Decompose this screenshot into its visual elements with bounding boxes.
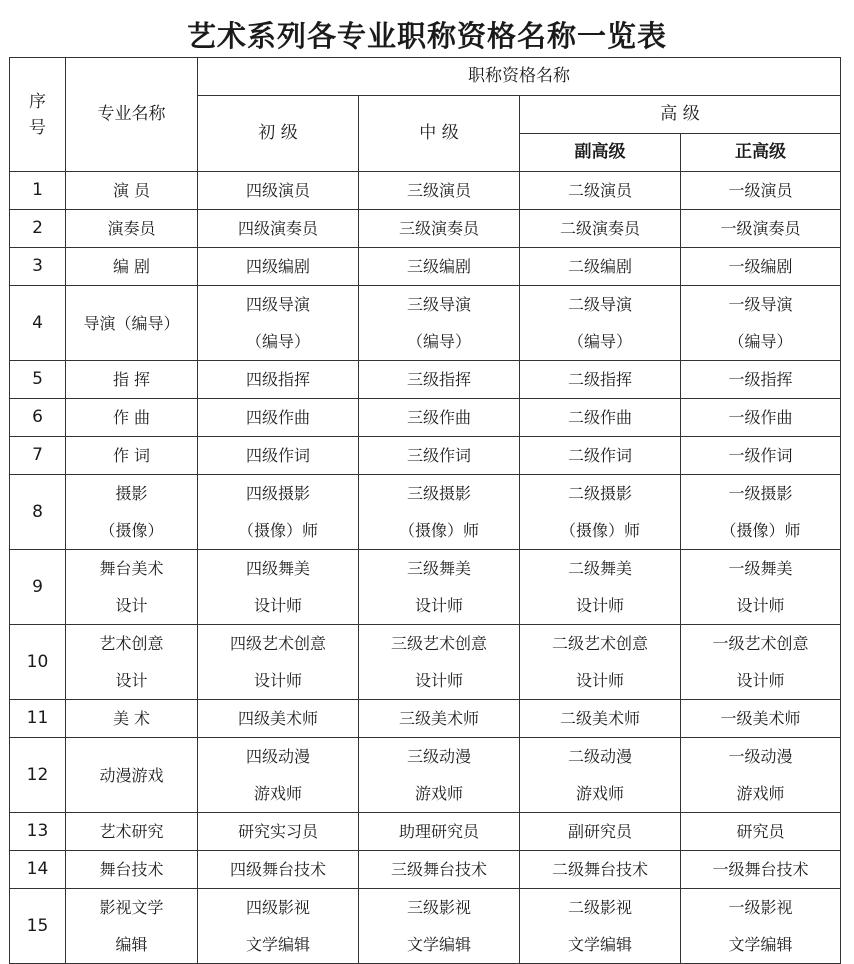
cell-line: 设计师	[736, 671, 785, 690]
cell-deputy	[520, 550, 681, 625]
cell-line: 一级动漫	[728, 747, 793, 766]
cell-line: （编导）	[567, 332, 632, 351]
cell-line: （摄像）师	[398, 521, 479, 540]
header-qualification: 职称资格名称	[198, 58, 841, 96]
cell-line: 三级美术师	[398, 709, 479, 728]
cell-line: 研究员	[736, 822, 785, 841]
cell-line: 三级舞美	[406, 559, 471, 578]
header-intermediate: 中 级	[359, 96, 520, 172]
cell-deputy	[520, 437, 681, 475]
cell-full	[681, 210, 841, 248]
cell-line: 四级演员	[245, 181, 310, 200]
cell-full	[681, 248, 841, 286]
cell-deputy	[520, 172, 681, 210]
cell-mid	[359, 361, 520, 399]
cell-major	[66, 475, 198, 550]
cell-line: 导演（编导）	[83, 313, 180, 333]
cell-line: 演 员	[112, 181, 151, 200]
cell-line: 一级舞台技术	[712, 860, 809, 879]
cell-line: 三级导演	[406, 295, 471, 314]
cell-major	[66, 550, 198, 625]
cell-line: 二级导演	[567, 295, 632, 314]
cell-mid	[359, 399, 520, 437]
cell-line: 文学编辑	[406, 935, 471, 954]
table-row	[10, 475, 841, 550]
cell-deputy	[520, 248, 681, 286]
cell-line: 三级指挥	[406, 370, 471, 389]
cell-line: 设计师	[575, 596, 624, 615]
header-seq-line: 序	[29, 91, 46, 112]
cell-line: （摄像）师	[237, 521, 318, 540]
cell-deputy	[520, 700, 681, 738]
cell-deputy	[520, 475, 681, 550]
cell-number: 2	[10, 210, 66, 248]
cell-number: 12	[10, 738, 66, 813]
cell-deputy	[520, 399, 681, 437]
cell-line: 艺术创意	[99, 634, 164, 653]
cell-full	[681, 286, 841, 361]
cell-line: 设计	[115, 596, 148, 615]
cell-major	[66, 210, 198, 248]
cell-line: 一级导演	[728, 295, 793, 314]
cell-major	[66, 172, 198, 210]
cell-line: 二级舞美	[567, 559, 632, 578]
cell-junior	[198, 813, 359, 851]
cell-line: 二级指挥	[567, 370, 632, 389]
cell-mid	[359, 437, 520, 475]
cell-line: 设计师	[414, 671, 463, 690]
cell-full	[681, 437, 841, 475]
table-row	[10, 813, 841, 851]
cell-line: 作 词	[112, 446, 151, 465]
cell-line: 研究实习员	[237, 822, 318, 841]
cell-line: 文学编辑	[728, 935, 793, 954]
cell-line: 游戏师	[414, 784, 463, 803]
cell-line: 一级作曲	[728, 408, 793, 427]
table-row	[10, 550, 841, 625]
cell-major	[66, 437, 198, 475]
cell-line: 文学编辑	[567, 935, 632, 954]
header-senior: 高 级	[520, 96, 841, 134]
cell-line: 动漫游戏	[99, 765, 164, 785]
cell-line: 二级编剧	[567, 257, 632, 276]
cell-full	[681, 851, 841, 889]
cell-line: （摄像）师	[559, 521, 640, 540]
cell-line: 指 挥	[112, 370, 151, 389]
cell-junior	[198, 889, 359, 964]
cell-number: 3	[10, 248, 66, 286]
cell-line: 游戏师	[575, 784, 624, 803]
cell-line: 四级舞台技术	[229, 860, 326, 879]
header-seq-line: 号	[29, 117, 46, 138]
table-row	[10, 625, 841, 700]
table-row	[10, 210, 841, 248]
cell-full	[681, 361, 841, 399]
cell-mid	[359, 550, 520, 625]
cell-mid	[359, 248, 520, 286]
cell-line: 二级艺术创意	[551, 634, 648, 653]
cell-number: 10	[10, 625, 66, 700]
cell-full	[681, 172, 841, 210]
cell-line: 美 术	[112, 709, 151, 728]
cell-line: 一级美术师	[720, 709, 801, 728]
table-row	[10, 889, 841, 964]
cell-full	[681, 738, 841, 813]
cell-line: 一级作词	[728, 446, 793, 465]
cell-line: 设计师	[414, 596, 463, 615]
cell-line: 二级舞台技术	[551, 860, 648, 879]
cell-line: 二级演员	[567, 181, 632, 200]
cell-mid	[359, 475, 520, 550]
cell-major	[66, 738, 198, 813]
cell-line: 影视文学	[99, 898, 164, 917]
cell-number: 4	[10, 286, 66, 361]
cell-line: 一级演奏员	[720, 219, 801, 238]
cell-line: 游戏师	[736, 784, 785, 803]
cell-line: （编导）	[406, 332, 471, 351]
cell-line: 设计师	[253, 671, 302, 690]
cell-line: 二级动漫	[567, 747, 632, 766]
header-seq	[10, 58, 66, 172]
cell-mid	[359, 700, 520, 738]
cell-deputy	[520, 286, 681, 361]
cell-line: 编辑	[115, 935, 148, 954]
header-major: 专业名称	[66, 58, 198, 172]
cell-line: 四级摄影	[245, 484, 310, 503]
cell-deputy	[520, 851, 681, 889]
table-row	[10, 399, 841, 437]
cell-line: 二级演奏员	[559, 219, 640, 238]
cell-deputy	[520, 889, 681, 964]
cell-line: 三级作词	[406, 446, 471, 465]
header-full-senior: 正高级	[681, 134, 841, 172]
cell-major	[66, 625, 198, 700]
cell-full	[681, 889, 841, 964]
page-title: 艺术系列各专业职称资格名称一览表	[186, 19, 667, 53]
cell-major	[66, 813, 198, 851]
cell-full	[681, 813, 841, 851]
cell-mid	[359, 210, 520, 248]
cell-line: 四级动漫	[245, 747, 310, 766]
cell-line: 四级影视	[245, 898, 310, 917]
cell-junior	[198, 700, 359, 738]
cell-line: 游戏师	[253, 784, 302, 803]
cell-number: 6	[10, 399, 66, 437]
cell-junior	[198, 625, 359, 700]
cell-line: 四级编剧	[245, 257, 310, 276]
cell-line: 一级演员	[728, 181, 793, 200]
header-deputy-senior: 副高级	[520, 134, 681, 172]
cell-deputy	[520, 813, 681, 851]
cell-line: 助理研究员	[398, 822, 479, 841]
cell-full	[681, 399, 841, 437]
cell-line: 四级作词	[245, 446, 310, 465]
cell-line: 二级作曲	[567, 408, 632, 427]
cell-line: 三级演奏员	[398, 219, 479, 238]
cell-line: 四级指挥	[245, 370, 310, 389]
cell-line: 三级动漫	[406, 747, 471, 766]
table-row	[10, 172, 841, 210]
cell-mid	[359, 286, 520, 361]
cell-line: 设计师	[575, 671, 624, 690]
cell-line: 一级影视	[728, 898, 793, 917]
cell-line: 设计师	[253, 596, 302, 615]
header-junior: 初 级	[198, 96, 359, 172]
cell-line: 艺术研究	[99, 822, 164, 841]
cell-number: 7	[10, 437, 66, 475]
cell-line: 二级美术师	[559, 709, 640, 728]
cell-line: 设计	[115, 671, 148, 690]
cell-number: 5	[10, 361, 66, 399]
table-row	[10, 286, 841, 361]
cell-mid	[359, 172, 520, 210]
qualification-table	[9, 57, 841, 964]
cell-number: 15	[10, 889, 66, 964]
cell-mid	[359, 738, 520, 813]
cell-line: 副研究员	[567, 822, 632, 841]
cell-junior	[198, 210, 359, 248]
cell-junior	[198, 550, 359, 625]
cell-line: 二级影视	[567, 898, 632, 917]
cell-full	[681, 475, 841, 550]
cell-line: 四级美术师	[237, 709, 318, 728]
cell-junior	[198, 738, 359, 813]
cell-major	[66, 248, 198, 286]
cell-line: 一级编剧	[728, 257, 793, 276]
cell-line: 舞台技术	[99, 860, 164, 879]
cell-line: 三级摄影	[406, 484, 471, 503]
cell-deputy	[520, 738, 681, 813]
cell-line: 演奏员	[107, 219, 156, 238]
cell-number: 13	[10, 813, 66, 851]
cell-line: 三级影视	[406, 898, 471, 917]
cell-mid	[359, 851, 520, 889]
cell-mid	[359, 889, 520, 964]
cell-line: （编导）	[728, 332, 793, 351]
cell-number: 8	[10, 475, 66, 550]
cell-line: 舞台美术	[99, 559, 164, 578]
cell-mid	[359, 625, 520, 700]
cell-major	[66, 361, 198, 399]
cell-major	[66, 700, 198, 738]
cell-full	[681, 550, 841, 625]
cell-junior	[198, 172, 359, 210]
cell-junior	[198, 851, 359, 889]
cell-junior	[198, 475, 359, 550]
table-body	[10, 172, 841, 964]
cell-line: （摄像）师	[720, 521, 801, 540]
cell-full	[681, 625, 841, 700]
cell-major	[66, 399, 198, 437]
table-row	[10, 851, 841, 889]
table-row	[10, 700, 841, 738]
cell-junior	[198, 286, 359, 361]
cell-line: 文学编辑	[245, 935, 310, 954]
cell-line: （摄像）	[99, 521, 164, 540]
table-row	[10, 437, 841, 475]
cell-deputy	[520, 361, 681, 399]
cell-line: 设计师	[736, 596, 785, 615]
cell-number: 9	[10, 550, 66, 625]
cell-junior	[198, 361, 359, 399]
cell-line: 四级艺术创意	[229, 634, 326, 653]
cell-line: 一级指挥	[728, 370, 793, 389]
cell-deputy	[520, 625, 681, 700]
cell-number: 11	[10, 700, 66, 738]
cell-line: （编导）	[245, 332, 310, 351]
cell-line: 四级作曲	[245, 408, 310, 427]
cell-major	[66, 286, 198, 361]
cell-line: 二级摄影	[567, 484, 632, 503]
cell-line: 四级演奏员	[237, 219, 318, 238]
cell-line: 三级舞台技术	[390, 860, 487, 879]
cell-junior	[198, 399, 359, 437]
cell-line: 四级导演	[245, 295, 310, 314]
table-row	[10, 248, 841, 286]
cell-line: 三级艺术创意	[390, 634, 487, 653]
cell-full	[681, 700, 841, 738]
cell-line: 三级编剧	[406, 257, 471, 276]
table-row	[10, 361, 841, 399]
cell-line: 一级艺术创意	[712, 634, 809, 653]
cell-major	[66, 851, 198, 889]
cell-line: 编 剧	[112, 257, 151, 276]
cell-line: 三级演员	[406, 181, 471, 200]
table-row	[10, 738, 841, 813]
cell-line: 摄影	[115, 484, 148, 503]
cell-line: 一级摄影	[728, 484, 793, 503]
cell-line: 作 曲	[112, 408, 151, 427]
cell-number: 14	[10, 851, 66, 889]
cell-major	[66, 889, 198, 964]
cell-deputy	[520, 210, 681, 248]
cell-line: 四级舞美	[245, 559, 310, 578]
cell-line: 二级作词	[567, 446, 632, 465]
cell-junior	[198, 437, 359, 475]
cell-line: 三级作曲	[406, 408, 471, 427]
cell-mid	[359, 813, 520, 851]
cell-line: 一级舞美	[728, 559, 793, 578]
cell-number: 1	[10, 172, 66, 210]
cell-junior	[198, 248, 359, 286]
